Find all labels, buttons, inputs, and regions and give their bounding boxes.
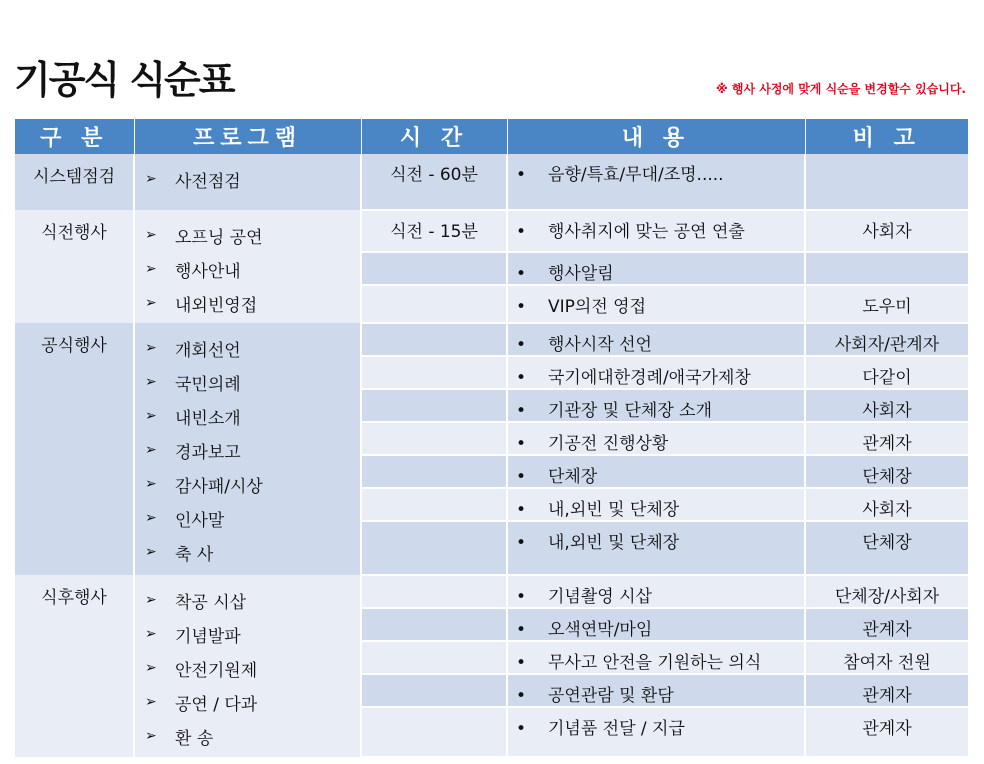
content-cell	[507, 608, 805, 641]
dot-bullet-icon: •	[516, 264, 527, 284]
arrow-bullet-icon: ➢	[145, 374, 157, 390]
content-cell	[507, 154, 805, 210]
note-cell: 단체장	[805, 521, 968, 575]
dot-bullet-icon: •	[516, 297, 527, 317]
arrow-bullet-icon: ➢	[145, 442, 157, 458]
arrow-bullet-icon: ➢	[145, 408, 157, 424]
arrow-bullet-icon: ➢	[145, 340, 157, 356]
program-label: 인사말	[175, 510, 225, 531]
time-cell	[361, 455, 507, 488]
section-name: 식전행사	[15, 210, 134, 323]
content-text: 무사고 안전을 기원하는 의식	[548, 653, 762, 673]
program-label: 안전기원제	[175, 660, 258, 681]
content-cell	[507, 521, 805, 575]
time-cell	[361, 641, 507, 674]
program-label: 감사패/시상	[175, 476, 263, 497]
header-content: 내 용	[507, 119, 805, 154]
note-cell	[805, 154, 968, 210]
content-cell	[507, 455, 805, 488]
note-cell: 다같이	[805, 356, 968, 389]
program-item	[145, 467, 360, 501]
program-table	[15, 119, 968, 758]
content-cell	[507, 252, 805, 285]
time-cell	[361, 707, 507, 757]
program-item	[145, 651, 360, 685]
table-row	[15, 575, 968, 608]
program-label: 축 사	[175, 544, 214, 565]
note-cell: 관계자	[805, 707, 968, 757]
time-cell	[361, 323, 507, 356]
content-text: 행사알림	[548, 264, 614, 284]
dot-bullet-icon: •	[516, 335, 527, 355]
time-cell	[361, 488, 507, 521]
program-label: 오프닝 공연	[175, 227, 263, 248]
note-cell: 단체장/사회자	[805, 575, 968, 608]
time-cell	[361, 389, 507, 422]
content-cell	[507, 575, 805, 608]
program-label: 경과보고	[175, 442, 241, 463]
program-item	[145, 501, 360, 535]
notice-text: ※ 행사 사정에 맞게 식순을 변경할수 있습니다.	[716, 82, 966, 96]
content-cell	[507, 641, 805, 674]
program-label: 환 송	[175, 728, 214, 749]
note-cell: 사회자	[805, 210, 968, 252]
arrow-bullet-icon: ➢	[145, 510, 157, 526]
program-item	[145, 583, 360, 617]
program-item	[145, 331, 360, 365]
dot-bullet-icon: •	[516, 500, 527, 520]
content-text: 국기에대한경례/애국가제창	[548, 368, 751, 388]
dot-bullet-icon: •	[516, 533, 527, 553]
time-cell	[361, 285, 507, 323]
arrow-bullet-icon: ➢	[145, 626, 157, 642]
content-cell	[507, 674, 805, 707]
time-cell: 식전 - 60분	[361, 154, 507, 210]
arrow-bullet-icon: ➢	[145, 171, 157, 187]
table-row	[15, 210, 968, 252]
arrow-bullet-icon: ➢	[145, 660, 157, 676]
content-text: 기념품 전달 / 지급	[548, 719, 685, 739]
table-row	[15, 323, 968, 356]
dot-bullet-icon: •	[516, 434, 527, 454]
program-label: 기념발파	[175, 626, 241, 647]
arrow-bullet-icon: ➢	[145, 728, 157, 744]
dot-bullet-icon: •	[516, 719, 527, 739]
time-cell	[361, 356, 507, 389]
content-text: 공연관람 및 환담	[548, 686, 674, 706]
note-cell: 관계자	[805, 674, 968, 707]
content-cell	[507, 422, 805, 455]
dot-bullet-icon: •	[516, 401, 527, 421]
program-item	[145, 399, 360, 433]
program-label: 내빈소개	[175, 408, 241, 429]
program-item	[145, 252, 360, 286]
header-program: 프로그램	[134, 119, 361, 154]
arrow-bullet-icon: ➢	[145, 592, 157, 608]
dot-bullet-icon: •	[516, 686, 527, 706]
content-text: 기공전 진행상황	[548, 434, 669, 454]
program-list	[134, 323, 361, 575]
arrow-bullet-icon: ➢	[145, 295, 157, 311]
section-name: 식후행사	[15, 575, 134, 757]
note-cell: 도우미	[805, 285, 968, 323]
time-cell	[361, 608, 507, 641]
note-cell	[805, 252, 968, 285]
time-cell	[361, 521, 507, 575]
header-note: 비 고	[805, 119, 968, 154]
section-name: 공식행사	[15, 323, 134, 575]
program-label: 공연 / 다과	[175, 694, 258, 715]
content-text: 행사취지에 맞는 공연 연출	[548, 222, 745, 242]
content-cell	[507, 707, 805, 757]
header-category: 구 분	[15, 119, 134, 154]
content-text: 단체장	[548, 467, 598, 487]
content-cell	[507, 323, 805, 356]
program-label: 국민의례	[175, 374, 241, 395]
program-item	[145, 162, 360, 196]
header-time: 시 간	[361, 119, 507, 154]
content-text: 기념촬영 시삽	[548, 587, 652, 607]
time-cell	[361, 575, 507, 608]
note-cell: 사회자/관계자	[805, 323, 968, 356]
arrow-bullet-icon: ➢	[145, 694, 157, 710]
program-label: 사전점검	[175, 171, 241, 192]
arrow-bullet-icon: ➢	[145, 261, 157, 277]
note-cell: 참여자 전원	[805, 641, 968, 674]
section-name: 시스템점검	[15, 154, 134, 210]
program-item	[145, 218, 360, 252]
content-cell	[507, 389, 805, 422]
time-cell	[361, 674, 507, 707]
arrow-bullet-icon: ➢	[145, 476, 157, 492]
program-item	[145, 685, 360, 719]
dot-bullet-icon: •	[516, 222, 527, 242]
content-text: VIP의전 영접	[548, 297, 646, 317]
program-item	[145, 286, 360, 320]
program-list	[134, 154, 361, 210]
dot-bullet-icon: •	[516, 467, 527, 487]
program-list	[134, 575, 361, 757]
program-label: 개회선언	[175, 340, 241, 361]
content-cell	[507, 285, 805, 323]
arrow-bullet-icon: ➢	[145, 544, 157, 560]
note-cell: 단체장	[805, 455, 968, 488]
arrow-bullet-icon: ➢	[145, 227, 157, 243]
table-row	[15, 154, 968, 210]
program-item	[145, 617, 360, 651]
note-cell: 관계자	[805, 422, 968, 455]
content-text: 행사시작 선언	[548, 335, 652, 355]
program-item	[145, 433, 360, 467]
program-item	[145, 535, 360, 569]
time-cell	[361, 252, 507, 285]
content-cell	[507, 488, 805, 521]
content-text: 음향/특효/무대/조명.....	[548, 165, 724, 185]
content-text: 기관장 및 단체장 소개	[548, 401, 713, 421]
program-label: 행사안내	[175, 261, 241, 282]
dot-bullet-icon: •	[516, 620, 527, 640]
program-item	[145, 365, 360, 399]
program-label: 내외빈영접	[175, 295, 258, 316]
content-text: 내,외빈 및 단체장	[548, 500, 680, 520]
dot-bullet-icon: •	[516, 653, 527, 673]
content-cell	[507, 210, 805, 252]
content-text: 내,외빈 및 단체장	[548, 533, 680, 553]
program-label: 착공 시삽	[175, 592, 247, 613]
content-text: 오색연막/마임	[548, 620, 653, 640]
dot-bullet-icon: •	[516, 165, 527, 185]
content-cell	[507, 356, 805, 389]
note-cell: 사회자	[805, 488, 968, 521]
note-cell: 관계자	[805, 608, 968, 641]
table-header-row	[15, 119, 968, 154]
dot-bullet-icon: •	[516, 587, 527, 607]
page-title: 기공식 식순표	[14, 58, 234, 102]
program-list	[134, 210, 361, 323]
dot-bullet-icon: •	[516, 368, 527, 388]
time-cell: 식전 - 15분	[361, 210, 507, 252]
program-item	[145, 719, 360, 753]
note-cell: 사회자	[805, 389, 968, 422]
time-cell	[361, 422, 507, 455]
